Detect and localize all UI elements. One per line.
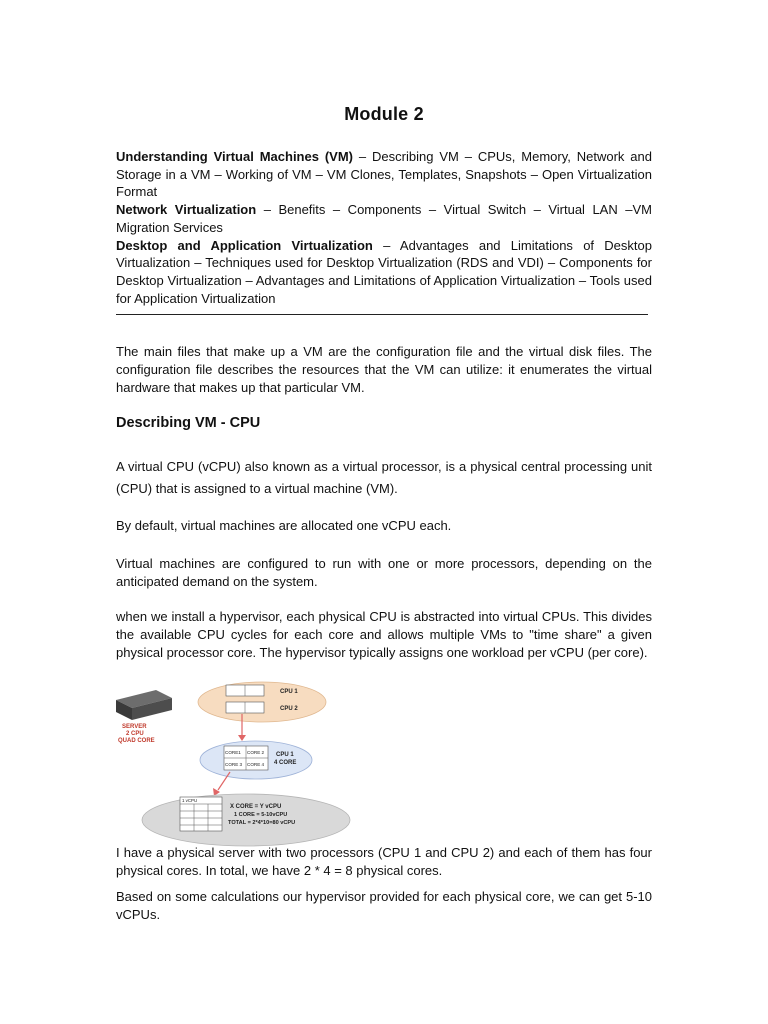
core-1-label: CORE1 <box>225 750 241 755</box>
server-label-1: SERVER <box>122 724 147 730</box>
cpu1-4core-label-a: CPU 1 <box>276 752 294 758</box>
paragraph-vcpu-calculation: Based on some calculations our hypervisor provided for each physical core, we can get 5-10 vCPUs. <box>116 889 652 922</box>
paragraph-default-vcpu: By default, virtual machines are allocated one vCPU each. <box>116 518 452 533</box>
syllabus-block <box>116 148 652 307</box>
paragraph-hypervisor: when we install a hypervisor, each physical CPU is abstracted into virtual CPUs. This divides the available CPU cycles for each core and allows multiple VMs to "time share" a given physical processor core. The hypervisor typically assigns one workload per vCPU (per core). <box>116 609 652 660</box>
intro-paragraph: The main files that make up a VM are the configuration file and the virtual disk files. The configuration file describes the resources that the VM can utilize: it enumerates the virtual hardware that makes up that particular VM. <box>116 344 652 395</box>
syllabus-heading-desktop: Desktop and Application Virtualization <box>116 237 373 253</box>
paragraph-processors: Virtual machines are configured to run with one or more processors, depending on the anticipated demand on the system. <box>116 556 652 589</box>
formula-line-1: X CORE = Y vCPU <box>230 804 282 810</box>
syllabus-heading-vm: Understanding Virtual Machines (VM) <box>116 149 354 164</box>
page-title: Module 2 <box>344 104 424 124</box>
core-3-label: CORE 3 <box>225 762 243 767</box>
core-2-label: CORE 2 <box>247 750 265 755</box>
server-label-2: 2 CPU <box>126 731 144 737</box>
syllabus-heading-network: Network Virtualization <box>116 202 257 218</box>
paragraph-vcpu-definition: A virtual CPU (vCPU) also known as a virtual processor, is a physical central processing unit (CPU) that is assigned to a virtual machine (VM). <box>116 459 652 496</box>
cpu1-label: CPU 1 <box>280 689 298 695</box>
core-4-label: CORE 4 <box>247 762 265 767</box>
section-heading: Describing VM - CPU <box>116 415 261 431</box>
formula-line-2: 1 CORE = 5-10vCPU <box>234 812 288 818</box>
formula-line-3: TOTAL = 2*4*10=80 vCPU <box>228 820 296 826</box>
syllabus-text-network: – Benefits – Components – Virtual Switch – Virtual LAN –VM Migration Services <box>116 202 652 235</box>
vcpu-header-label: 1 vCPU <box>182 798 198 803</box>
vcpu-diagram <box>110 680 370 848</box>
paragraph-physical-server: I have a physical server with two processors (CPU 1 and CPU 2) and each of them has four physical cores. In total, we have 2 * 4 = 8 physical cores. <box>116 845 652 878</box>
cpu1-4core-label-b: 4 CORE <box>274 760 297 766</box>
cpu2-label: CPU 2 <box>280 706 298 712</box>
syllabus-text-desktop: – Advantages and Limitations of Desktop Virtualization – Techniques used for Desktop Virtualization (RDS and VDI) – Components for Desktop Virtualization – Advantages and Limitations of Application Virtualization – Tools used for Application Virtualization <box>116 237 652 306</box>
syllabus-text-vm: – Describing VM – CPUs, Memory, Network and Storage in a VM – Working of VM – VM Clones, Templates, Snapshots – Open Virtualization Format <box>116 149 652 200</box>
horizontal-divider <box>116 314 648 315</box>
server-icon <box>116 690 172 720</box>
server-label-3: QUAD CORE <box>118 738 155 744</box>
